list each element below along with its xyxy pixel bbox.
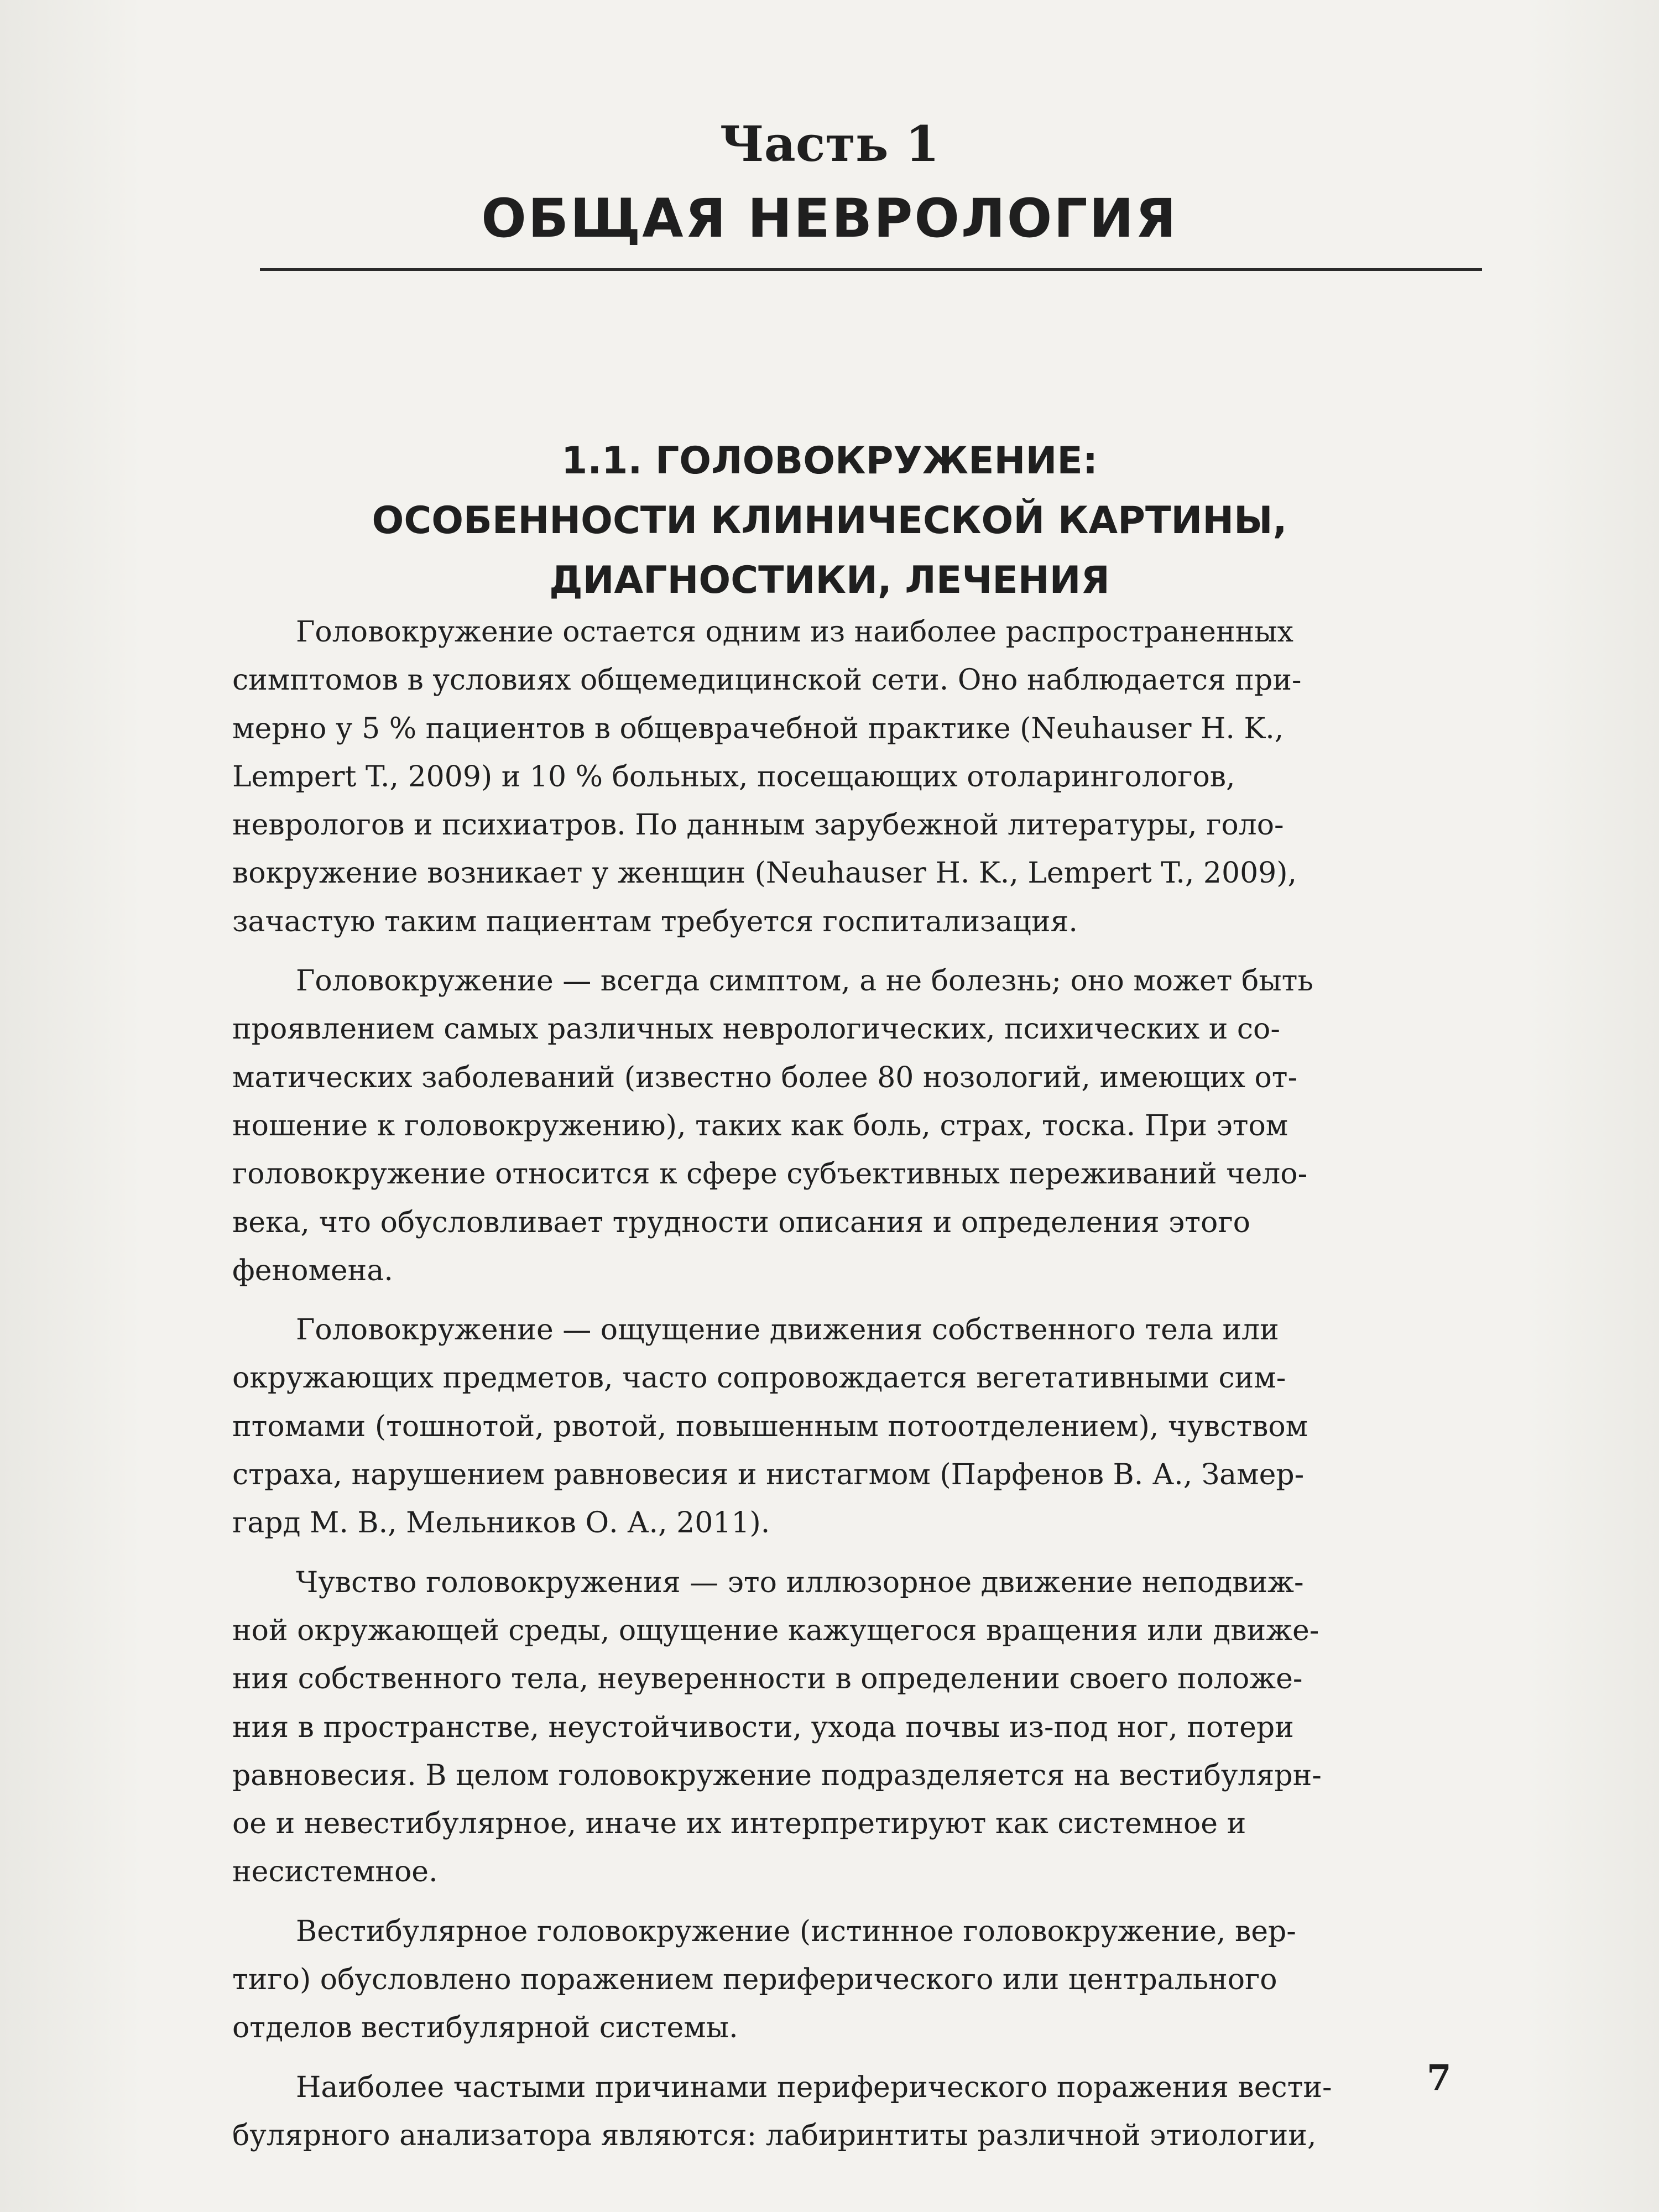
section-heading-line: ДИАГНОСТИКИ, ЛЕЧЕНИЯ [549, 559, 1110, 602]
section-heading [0, 431, 1659, 611]
text-line: Головокружение — ощущение движения собственного тела или [296, 1313, 1279, 1347]
text-line: неврологов и психиатров. По данным зарубежной литературы, голо- [232, 808, 1284, 842]
text-line: Lempert T., 2009) и 10 % больных, посещающих отоларингологов, [232, 760, 1235, 794]
text-line: страха, нарушением равновесия и нистагмом (Парфенов В. А., Замер- [232, 1458, 1305, 1492]
text-line: равновесия. В целом головокружение подразделяется на вестибулярн- [232, 1759, 1322, 1792]
paragraph [232, 1306, 1471, 1547]
text-line: Головокружение — всегда симптом, а не болезнь; оно может быть [296, 964, 1313, 998]
paragraph [232, 1908, 1471, 2053]
text-line: вокружение возникает у женщин (Neuhauser H. K., Lempert T., 2009), [232, 857, 1297, 890]
text-line: Головокружение остается одним из наиболее распространенных [296, 615, 1293, 649]
text-line: мерно у 5 % пациентов в общеврачебной практике (Neuhauser H. K., [232, 712, 1284, 745]
text-line: проявлением самых различных неврологических, психических и со- [232, 1013, 1280, 1046]
text-line: феномена. [232, 1254, 393, 1287]
text-line: булярного анализатора являются: лабиринтиты различной этиологии, [232, 2119, 1317, 2152]
text-line: окружающих предметов, часто сопровождается вегетативными сим- [232, 1361, 1286, 1395]
text-line: зачастую таким пациентам требуется госпитализация. [232, 905, 1078, 938]
text-line: ния собственного тела, неуверенности в определении своего положе- [232, 1662, 1303, 1696]
paragraph [232, 608, 1471, 946]
text-line: Наиболее частыми причинами периферического поражения вести- [296, 2070, 1332, 2104]
text-line: гард М. В., Мельников О. А., 2011). [232, 1506, 770, 1540]
paragraph [232, 1559, 1471, 1897]
body-text [232, 608, 1471, 2171]
title-rule [260, 268, 1482, 271]
text-line: Вестибулярное головокружение (истинное головокружение, вер- [296, 1914, 1296, 1948]
page-number: 7 [1427, 2057, 1452, 2099]
part-title: ОБЩАЯ НЕВРОЛОГИЯ [481, 187, 1178, 249]
text-line: несистемное. [232, 1855, 438, 1889]
text-line: ношение к головокружению), таких как боль, страх, тоска. При этом [232, 1109, 1288, 1142]
text-line: отделов вестибулярной системы. [232, 2011, 738, 2045]
text-line: Чувство головокружения — это иллюзорное движение неподвиж- [296, 1566, 1304, 1599]
text-line: ной окружающей среды, ощущение кажущегося вращения или движе- [232, 1614, 1319, 1647]
text-line: века, что обусловливает трудности описания и определения этого [232, 1206, 1250, 1239]
text-line: тиго) обусловлено поражением периферического или центрального [232, 1963, 1277, 1997]
paragraph [232, 2064, 1471, 2161]
section-heading-line: 1.1. ГОЛОВОКРУЖЕНИЕ: [561, 439, 1098, 483]
text-line: симптомов в условиях общемедицинской сети. Оно наблюдается при- [232, 664, 1302, 697]
part-label: Часть 1 [719, 115, 940, 173]
text-line: головокружение относится к сфере субъективных переживаний чело- [232, 1157, 1308, 1191]
text-line: матических заболеваний (известно более 80 нозологий, имеющих от- [232, 1061, 1298, 1094]
text-line: птомами (тошнотой, рвотой, повышенным потоотделением), чувством [232, 1410, 1308, 1443]
text-line: ое и невестибулярное, иначе их интерпретируют как системное и [232, 1807, 1246, 1841]
paragraph [232, 957, 1471, 1295]
text-line: ния в пространстве, неустойчивости, ухода почвы из-под ног, потери [232, 1710, 1294, 1744]
section-heading-line: ОСОБЕННОСТИ КЛИНИЧЕСКОЙ КАРТИНЫ, [372, 499, 1287, 542]
